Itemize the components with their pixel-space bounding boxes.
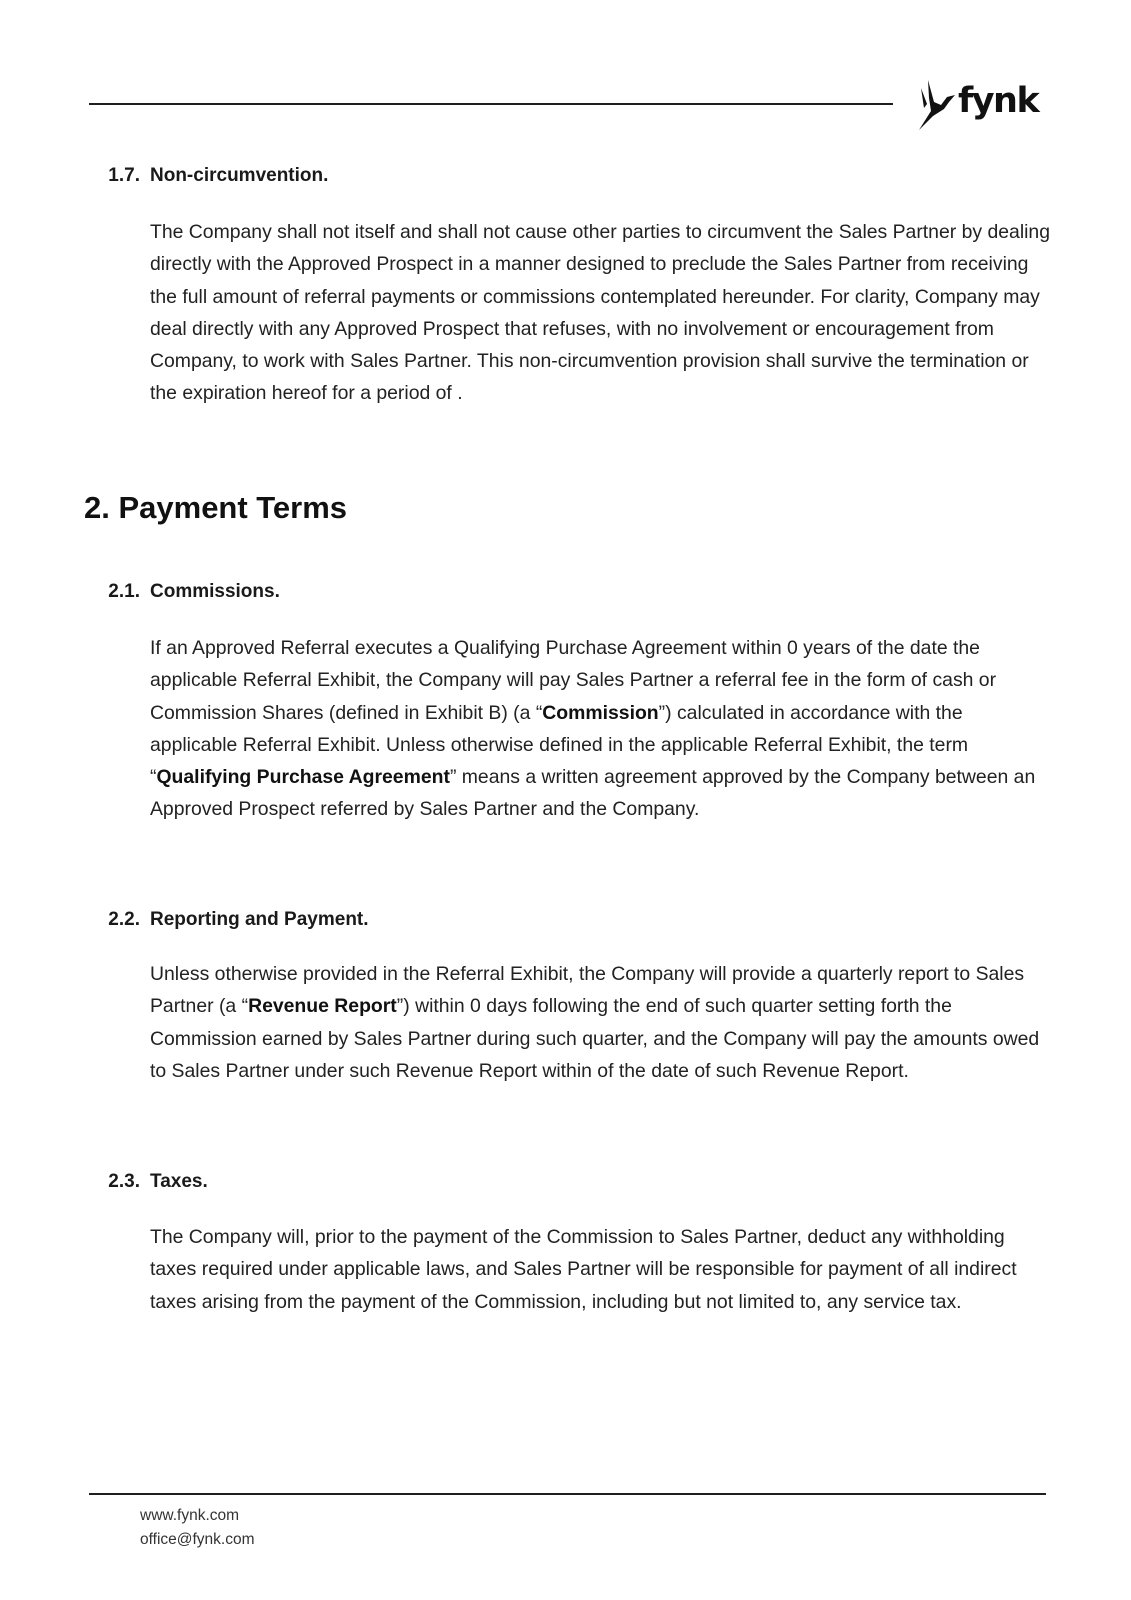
footer-email: office@fynk.com [140,1531,255,1548]
section-number: 2.3. [108,1171,140,1192]
body-text: ”) calculated in accordance with the applicable Referral Exhibit. Unless otherwise defined in the applicable Referral Exhibit, the term “ [150,701,969,789]
bird-logo-icon [919,78,955,130]
fynk-logo [919,78,1038,130]
section-title: Taxes. [150,1171,208,1192]
defined-term: Commission [542,701,659,724]
section-number: 2.1. [108,581,140,602]
logo-wordmark: fynk [958,80,1039,121]
section-1-7-body: The Company shall not itself and shall not cause other parties to circumvent the Sales Partner by dealing directly with the Approved Prospect in a manner designed to preclude the Sales Partner from receiving the full amount of referral payments or commissions contemplated hereunder. For clarity, Company may deal directly with any Approved Prospect that refuses, with no involvement or encouragement from Company, to work with Sales Partner. This non-circumvention provision shall survive the termination or the expiration hereof for a period of . [150,221,1050,405]
body-text: ”) within 0 days following the end of such quarter setting forth the Commission earned by Sales Partner during such quarter, and the Company will pay the amounts owed to Sales Partner under such Revenue Report within of the date of such Revenue Report. [150,995,1040,1082]
defined-term: Qualifying Purchase Agreement [156,766,450,789]
section-2-1-body [150,632,1050,826]
header-rule [89,103,893,105]
section-2-3-body: The Company will, prior to the payment of the Commission to Sales Partner, deduct any withholding taxes required under applicable laws, and Sales Partner will be responsible for payment of all indirect taxes arising from the payment of the Commission, including but not limited to, any service tax. [150,1226,1017,1313]
section-number: 2.2. [108,909,140,930]
section-title: Non-circumvention. [150,165,329,186]
section-1-7-heading [108,164,329,188]
body-text: ” means a written agreement approved by the Company between an Approved Prospect referred by Sales Partner and the Company. [150,766,1036,821]
defined-term: Revenue Report [248,995,397,1018]
section-2-heading: 2. Payment Terms [84,490,348,525]
section-2-2-body [150,958,1050,1087]
section-2-3-heading [108,1170,208,1194]
section-number: 1.7. [108,165,140,186]
body-text: Unless otherwise provided in the Referral Exhibit, the Company will provide a quarterly report to Sales Partner (a “ [150,963,1025,1018]
body-text: If an Approved Referral executes a Qualifying Purchase Agreement within 0 years of the date the applicable Referral Exhibit, the Company will pay Sales Partner a referral fee in the form of cash or Commission Shares (defined in Exhibit B) (a “ [150,637,997,724]
section-2-1-heading [108,580,280,604]
section-2-2-heading [108,908,369,932]
footer-website: www.fynk.com [140,1507,240,1524]
section-title: Commissions. [150,581,280,602]
section-title: Reporting and Payment. [150,909,369,930]
footer-rule [89,1493,1046,1495]
